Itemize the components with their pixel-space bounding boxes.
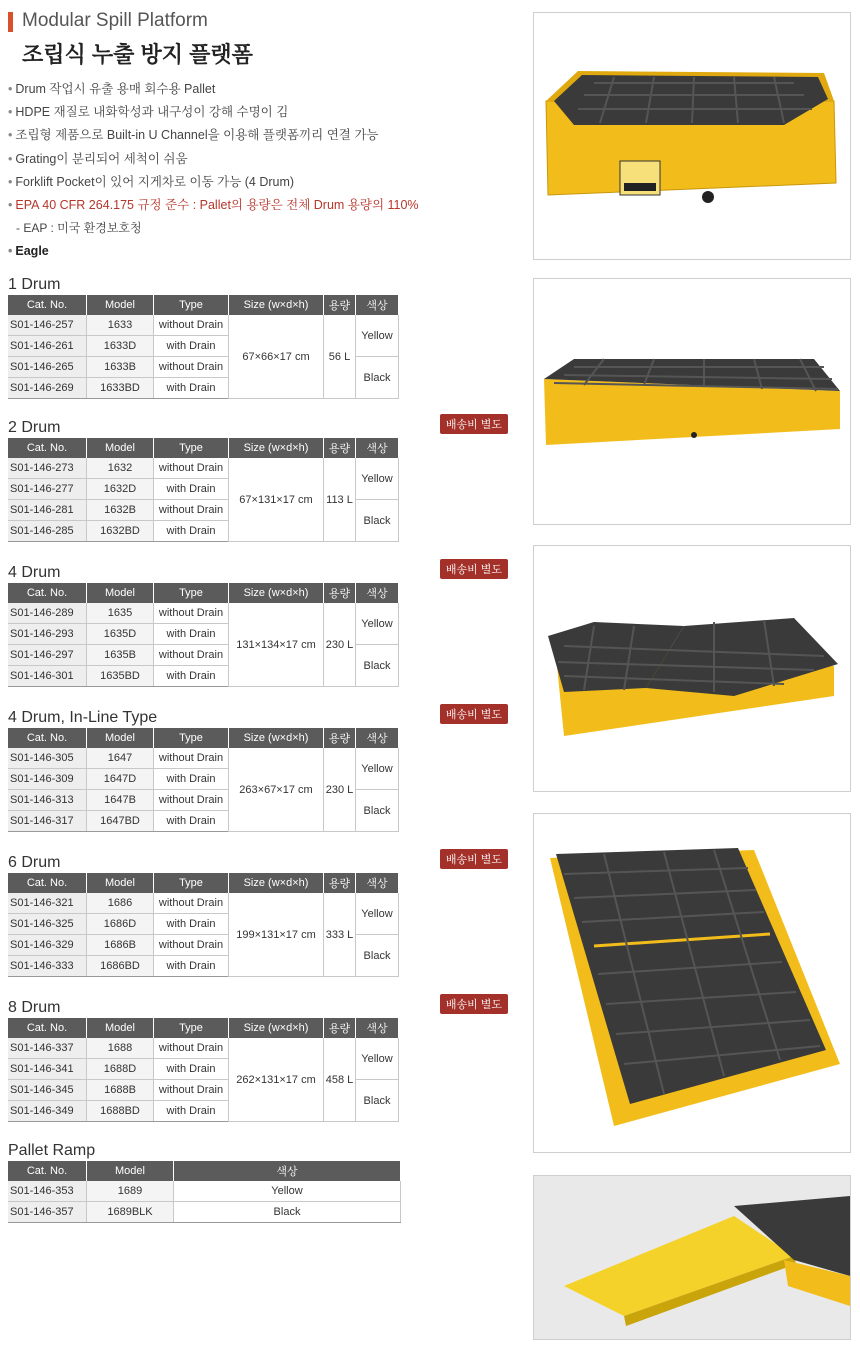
color-cell: Yellow [356, 315, 399, 357]
type-cell: with Drain [154, 479, 229, 500]
model-cell: 1686BD [87, 956, 154, 977]
table-row [8, 1202, 401, 1223]
size-cell: 67×66×17 cm [229, 315, 324, 399]
cat-no-cell: S01-146-265 [8, 357, 87, 378]
feature-item: • Forklift Pocket이 있어 지게차로 이동 가능 (4 Drum) [8, 174, 295, 189]
model-cell: 1647 [87, 748, 154, 769]
model-cell: 1689 [87, 1181, 174, 1202]
cat-no-cell: S01-146-317 [8, 811, 87, 832]
size-cell: 131×134×17 cm [229, 603, 324, 687]
capacity-cell: 230 L [324, 748, 356, 832]
model-cell: 1686D [87, 914, 154, 935]
size-cell: 262×131×17 cm [229, 1038, 324, 1122]
type-cell: with Drain [154, 624, 229, 645]
model-cell: 1633B [87, 357, 154, 378]
cat-no-cell: S01-146-261 [8, 336, 87, 357]
color-cell: Black [356, 645, 399, 687]
section-title: 6 Drum [8, 854, 61, 871]
color-cell: Black [356, 935, 399, 977]
model-cell: 1688B [87, 1080, 154, 1101]
table-row [8, 1038, 399, 1059]
color-cell: Black [174, 1202, 401, 1223]
spec-table [8, 438, 399, 542]
model-cell: 1647D [87, 769, 154, 790]
cat-no-cell: S01-146-269 [8, 378, 87, 399]
col-header: Cat. No. [8, 728, 87, 748]
col-header: Size (w×d×h) [229, 728, 324, 748]
section-pallet-ramp [8, 1141, 508, 1223]
model-cell: 1632BD [87, 521, 154, 542]
table-header-row [8, 1018, 399, 1038]
color-cell: Black [356, 790, 399, 832]
model-cell: 1633BD [87, 378, 154, 399]
type-cell: without Drain [154, 315, 229, 336]
table-header-row [8, 295, 399, 315]
col-header: 색상 [356, 583, 399, 603]
spec-table [8, 295, 399, 399]
type-cell: with Drain [154, 1101, 229, 1122]
page-title-ko: 조립식 누출 방지 플랫폼 [22, 42, 253, 67]
col-header: Model [87, 438, 154, 458]
feature-item: • Drum 작업시 유출 용매 회수용 Pallet [8, 82, 216, 96]
spec-table [8, 873, 399, 977]
title-accent-bar [8, 12, 13, 32]
feature-subitem-epa-note: - EAP : 미국 환경보호청 [16, 221, 142, 236]
color-cell: Yellow [356, 603, 399, 645]
color-cell: Yellow [356, 893, 399, 935]
bullet-icon: • [8, 82, 13, 96]
col-header: Type [154, 438, 229, 458]
cat-no-cell: S01-146-349 [8, 1101, 87, 1122]
col-header: Model [87, 1161, 174, 1181]
col-header: Cat. No. [8, 1018, 87, 1038]
feature-item: • HDPE 재질로 내화학성과 내구성이 강해 수명이 김 [8, 105, 289, 120]
shipping-badge: 배송비 별도 [440, 414, 508, 434]
feature-list [8, 78, 419, 264]
capacity-cell: 458 L [324, 1038, 356, 1122]
cat-no-cell: S01-146-281 [8, 500, 87, 521]
model-cell: 1632B [87, 500, 154, 521]
cat-no-cell: S01-146-305 [8, 748, 87, 769]
model-cell: 1688 [87, 1038, 154, 1059]
cat-no-cell: S01-146-333 [8, 956, 87, 977]
cat-no-cell: S01-146-345 [8, 1080, 87, 1101]
color-cell: Yellow [356, 1038, 399, 1080]
bullet-icon: • [8, 174, 13, 189]
col-header: Size (w×d×h) [229, 295, 324, 315]
pallet-2-drum-illustration [534, 279, 850, 524]
section-4-drum-inline [8, 708, 508, 832]
pallet-8-drum-illustration [534, 814, 850, 1152]
shipping-badge: 배송비 별도 [440, 994, 508, 1014]
model-cell: 1632D [87, 479, 154, 500]
table-row [8, 603, 399, 624]
section-title: 4 Drum [8, 564, 61, 581]
cat-no-cell: S01-146-285 [8, 521, 87, 542]
col-header: Type [154, 728, 229, 748]
col-header: Cat. No. [8, 583, 87, 603]
model-cell: 1635B [87, 645, 154, 666]
color-cell: Yellow [356, 458, 399, 500]
table-row [8, 1181, 401, 1202]
col-header: Model [87, 295, 154, 315]
model-cell: 1635 [87, 603, 154, 624]
spec-table [8, 1018, 399, 1122]
spec-table [8, 1161, 401, 1223]
spec-table [8, 583, 399, 687]
cat-no-cell: S01-146-289 [8, 603, 87, 624]
table-header-row [8, 873, 399, 893]
col-header: Model [87, 728, 154, 748]
feature-item-brand: • Eagle [8, 244, 49, 259]
type-cell: with Drain [154, 378, 229, 399]
col-header: Type [154, 873, 229, 893]
section-8-drum [8, 998, 508, 1122]
cat-no-cell: S01-146-313 [8, 790, 87, 811]
type-cell: with Drain [154, 956, 229, 977]
bullet-icon: • [8, 244, 13, 259]
col-header: 용량 [324, 438, 356, 458]
bullet-icon: • [8, 128, 13, 143]
col-header: Cat. No. [8, 873, 87, 893]
model-cell: 1686B [87, 935, 154, 956]
pallet-ramp-illustration [534, 1176, 850, 1339]
bullet-icon: • [8, 151, 13, 166]
col-header: Size (w×d×h) [229, 1018, 324, 1038]
product-image-1-drum [533, 12, 851, 260]
color-cell: Black [356, 500, 399, 542]
type-cell: without Drain [154, 645, 229, 666]
bullet-icon: • [8, 105, 13, 120]
feature-item-epa: • EPA 40 CFR 264.175 규정 준수 : Pallet의 용량은 전체 Drum 용량의 110% [8, 197, 419, 212]
product-image-8-drum [533, 813, 851, 1153]
capacity-cell: 56 L [324, 315, 356, 399]
type-cell: without Drain [154, 893, 229, 914]
col-header: Model [87, 583, 154, 603]
col-header: Cat. No. [8, 295, 87, 315]
model-cell: 1632 [87, 458, 154, 479]
cat-no-cell: S01-146-353 [8, 1181, 87, 1202]
shipping-badge: 배송비 별도 [440, 849, 508, 869]
feature-item: • Grating이 분리되어 세척이 쉬움 [8, 151, 188, 166]
table-row [8, 315, 399, 336]
capacity-cell: 113 L [324, 458, 356, 542]
table-header-row [8, 728, 399, 748]
col-header: 용량 [324, 295, 356, 315]
product-image-pallet-ramp [533, 1175, 851, 1340]
cat-no-cell: S01-146-329 [8, 935, 87, 956]
table-header-row [8, 1161, 401, 1181]
type-cell: with Drain [154, 521, 229, 542]
type-cell: with Drain [154, 769, 229, 790]
model-cell: 1635BD [87, 666, 154, 687]
table-row [8, 458, 399, 479]
cat-no-cell: S01-146-337 [8, 1038, 87, 1059]
type-cell: without Drain [154, 458, 229, 479]
cat-no-cell: S01-146-277 [8, 479, 87, 500]
col-header: Cat. No. [8, 438, 87, 458]
pallet-1-drum-illustration [534, 13, 850, 259]
type-cell: without Drain [154, 357, 229, 378]
color-cell: Black [356, 1080, 399, 1122]
type-cell: with Drain [154, 914, 229, 935]
product-image-2-drum [533, 278, 851, 525]
model-cell: 1647BD [87, 811, 154, 832]
type-cell: without Drain [154, 1038, 229, 1059]
size-cell: 67×131×17 cm [229, 458, 324, 542]
col-header: Model [87, 873, 154, 893]
table-row [8, 748, 399, 769]
model-cell: 1688BD [87, 1101, 154, 1122]
page-title-en: Modular Spill Platform [22, 10, 208, 31]
col-header: 용량 [324, 1018, 356, 1038]
model-cell: 1633D [87, 336, 154, 357]
cat-no-cell: S01-146-297 [8, 645, 87, 666]
section-title: 1 Drum [8, 276, 61, 293]
section-4-drum [8, 563, 508, 687]
section-title: Pallet Ramp [8, 1142, 96, 1159]
feature-item: • 조립형 제품으로 Built-in U Channel을 이용해 플랫폼끼리 연결 가능 [8, 128, 379, 143]
cat-no-cell: S01-146-309 [8, 769, 87, 790]
model-cell: 1688D [87, 1059, 154, 1080]
section-title: 8 Drum [8, 999, 61, 1016]
section-6-drum [8, 853, 508, 977]
color-cell: Black [356, 357, 399, 399]
col-header: Type [154, 583, 229, 603]
type-cell: without Drain [154, 1080, 229, 1101]
color-cell: Yellow [174, 1181, 401, 1202]
type-cell: without Drain [154, 790, 229, 811]
shipping-badge: 배송비 별도 [440, 559, 508, 579]
size-cell: 263×67×17 cm [229, 748, 324, 832]
bullet-icon: • [8, 197, 13, 212]
model-cell: 1689BLK [87, 1202, 174, 1223]
capacity-cell: 230 L [324, 603, 356, 687]
col-header: 색상 [356, 295, 399, 315]
col-header: Cat. No. [8, 1161, 87, 1181]
color-cell: Yellow [356, 748, 399, 790]
section-1-drum [8, 275, 508, 399]
model-cell: 1633 [87, 315, 154, 336]
section-title: 2 Drum [8, 419, 61, 436]
section-2-drum [8, 418, 508, 542]
cat-no-cell: S01-146-321 [8, 893, 87, 914]
col-header: 색상 [174, 1161, 401, 1181]
pallet-4-drum-illustration [534, 546, 850, 791]
cat-no-cell: S01-146-293 [8, 624, 87, 645]
type-cell: with Drain [154, 811, 229, 832]
type-cell: without Drain [154, 603, 229, 624]
cat-no-cell: S01-146-273 [8, 458, 87, 479]
col-header: 색상 [356, 873, 399, 893]
section-title: 4 Drum, In-Line Type [8, 709, 158, 726]
col-header: Type [154, 295, 229, 315]
type-cell: with Drain [154, 666, 229, 687]
model-cell: 1635D [87, 624, 154, 645]
table-header-row [8, 583, 399, 603]
col-header: 색상 [356, 1018, 399, 1038]
model-cell: 1686 [87, 893, 154, 914]
type-cell: with Drain [154, 1059, 229, 1080]
capacity-cell: 333 L [324, 893, 356, 977]
shipping-badge: 배송비 별도 [440, 704, 508, 724]
col-header: 용량 [324, 728, 356, 748]
cat-no-cell: S01-146-357 [8, 1202, 87, 1223]
product-image-4-drum [533, 545, 851, 792]
col-header: Size (w×d×h) [229, 438, 324, 458]
col-header: 색상 [356, 728, 399, 748]
model-cell: 1647B [87, 790, 154, 811]
table-header-row [8, 438, 399, 458]
col-header: Type [154, 1018, 229, 1038]
col-header: 용량 [324, 583, 356, 603]
type-cell: without Drain [154, 500, 229, 521]
cat-no-cell: S01-146-341 [8, 1059, 87, 1080]
col-header: Size (w×d×h) [229, 873, 324, 893]
cat-no-cell: S01-146-257 [8, 315, 87, 336]
col-header: 용량 [324, 873, 356, 893]
col-header: 색상 [356, 438, 399, 458]
type-cell: without Drain [154, 748, 229, 769]
cat-no-cell: S01-146-301 [8, 666, 87, 687]
col-header: Size (w×d×h) [229, 583, 324, 603]
col-header: Model [87, 1018, 154, 1038]
table-row [8, 893, 399, 914]
size-cell: 199×131×17 cm [229, 893, 324, 977]
spec-table [8, 728, 399, 832]
type-cell: with Drain [154, 336, 229, 357]
cat-no-cell: S01-146-325 [8, 914, 87, 935]
type-cell: without Drain [154, 935, 229, 956]
